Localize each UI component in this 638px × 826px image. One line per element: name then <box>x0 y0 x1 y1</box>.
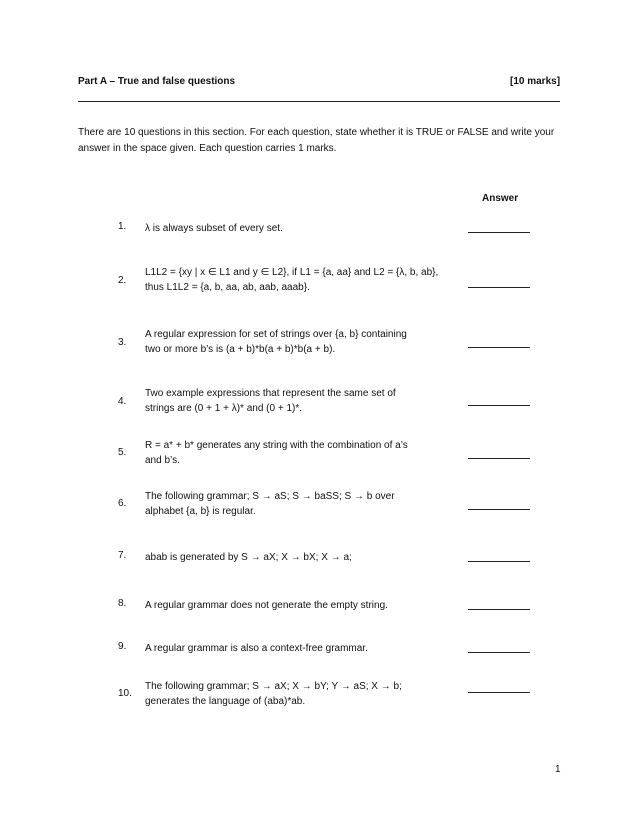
question-line: λ is always subset of every set. <box>145 223 283 234</box>
question-text <box>145 265 445 295</box>
answer-blank[interactable] <box>468 652 530 653</box>
section-title: Part A – True and false questions <box>78 76 236 87</box>
answer-blank[interactable] <box>468 287 530 288</box>
answer-blank[interactable] <box>468 347 530 348</box>
question-line: alphabet {a, b} is regular. <box>145 506 256 517</box>
question-line: A regular grammar does not generate the empty string. <box>145 600 388 611</box>
question-number: 9. <box>118 641 127 652</box>
question-line: A regular expression for set of strings over {a, b} containing <box>145 329 407 340</box>
question-number: 10. <box>118 688 132 699</box>
question-line: L1L2 = {xy | x ∈ L1 and y ∈ L2}, if L1 = {a, aa} and L2 = {λ, b, ab}, <box>145 267 439 278</box>
question-line: two or more b’s is (a + b)*b(a + b)*b(a + b). <box>145 344 336 355</box>
answer-blank[interactable] <box>468 232 530 233</box>
answer-blank[interactable] <box>468 692 530 693</box>
answer-blank[interactable] <box>468 405 530 406</box>
question-text <box>145 598 445 613</box>
question-number: 4. <box>118 396 127 407</box>
question-line: Two example expressions that represent the same set of <box>145 388 396 399</box>
question-line: A regular grammar is also a context-free grammar. <box>145 643 368 654</box>
question-number: 6. <box>118 498 127 509</box>
question-number: 5. <box>118 447 127 458</box>
answer-blank[interactable] <box>468 609 530 610</box>
question-line: strings are (0 + 1 + λ)* and (0 + 1)*. <box>145 403 303 414</box>
question-text <box>145 438 445 468</box>
question-text <box>145 550 445 565</box>
question-text <box>145 679 445 709</box>
question-text <box>145 489 445 519</box>
question-number: 2. <box>118 275 127 286</box>
question-text <box>145 641 445 656</box>
question-number: 8. <box>118 598 127 609</box>
question-text <box>145 327 445 357</box>
section-marks: [10 marks] <box>510 76 561 87</box>
header-rule <box>78 101 560 102</box>
question-line: abab is generated by S → aX; X → bX; X → a; <box>145 552 352 563</box>
question-line: The following grammar; S → aS; S → baSS; S → b over <box>145 491 395 502</box>
answer-blank[interactable] <box>468 509 530 510</box>
instructions: There are 10 questions in this section. For each question, state whether it is TRUE or FALSE and write your answer in the space given. Each question carries 1 marks. <box>78 127 555 154</box>
question-number: 1. <box>118 221 127 232</box>
answer-blank[interactable] <box>468 561 530 562</box>
question-line: The following grammar; S → aX; X → bY; Y → aS; X → b; <box>145 681 402 692</box>
question-text <box>145 221 445 236</box>
question-line: thus L1L2 = {a, b, aa, ab, aab, aaab}. <box>145 282 310 293</box>
question-number: 3. <box>118 337 127 348</box>
question-number: 7. <box>118 550 127 561</box>
question-text <box>145 386 445 416</box>
question-line: generates the language of (aba)*ab. <box>145 696 306 707</box>
question-line: and b’s. <box>145 455 180 466</box>
question-line: R = a* + b* generates any string with the combination of a’s <box>145 440 408 451</box>
answer-blank[interactable] <box>468 458 530 459</box>
page-number: 1 <box>555 764 561 775</box>
answer-column-heading: Answer <box>482 193 519 204</box>
